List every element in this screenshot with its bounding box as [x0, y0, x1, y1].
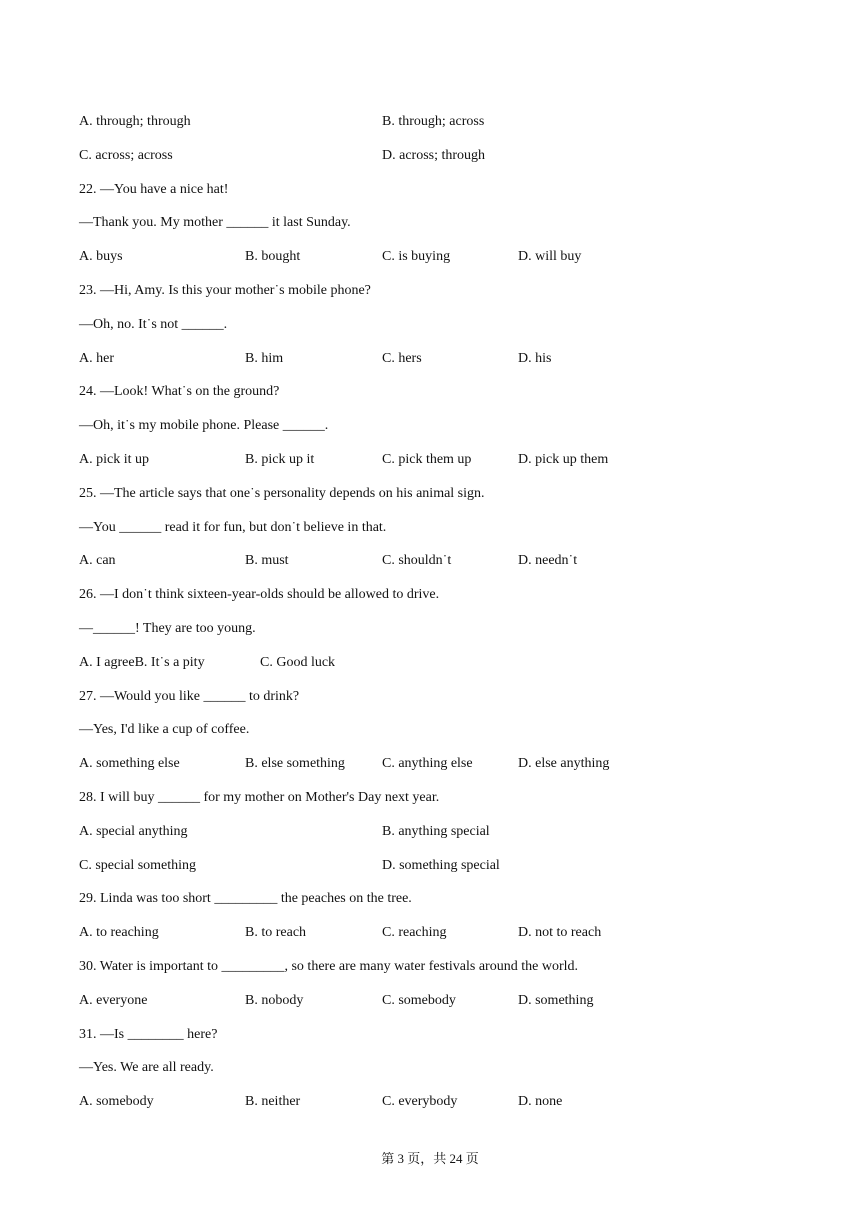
option-item: D. not to reach: [518, 925, 602, 940]
options-row: [79, 113, 779, 131]
option-item: B. to reach: [245, 925, 307, 940]
question-line: 27. —Would you like ______ to drink?: [79, 689, 300, 704]
options-row: [79, 1093, 779, 1111]
option-item: B. nobody: [245, 993, 304, 1008]
options-row: [79, 552, 779, 570]
option-item: A. her: [79, 351, 114, 366]
option-item: A. through; through: [79, 114, 191, 129]
option-item: D. something special: [382, 858, 500, 873]
question-line: 24. —Look! What˙s on the ground?: [79, 384, 280, 399]
question-line: 22. —You have a nice hat!: [79, 182, 229, 197]
options-row: [79, 654, 779, 672]
option-item: B. must: [245, 553, 289, 568]
options-row: [79, 857, 779, 875]
question-line: 30. Water is important to _________, so there are many water festivals around the world.: [79, 959, 578, 974]
question-line: 26. —I don˙t think sixteen-year-olds should be allowed to drive.: [79, 587, 440, 602]
option-item: C. across; across: [79, 148, 173, 163]
option-item: C. anything else: [382, 756, 473, 771]
option-item: A. everyone: [79, 993, 148, 1008]
option-item: C. hers: [382, 351, 422, 366]
options-row: [79, 350, 779, 368]
option-item: B. bought: [245, 249, 301, 264]
question-line: 31. —Is ________ here?: [79, 1027, 218, 1042]
question-line: —Oh, it˙s my mobile phone. Please ______.: [79, 418, 329, 433]
option-item: C. reaching: [382, 925, 447, 940]
option-item: D. will buy: [518, 249, 582, 264]
options-row: [79, 823, 779, 841]
option-item: B. through; across: [382, 114, 485, 129]
option-item: D. pick up them: [518, 452, 609, 467]
question-line: —You ______ read it for fun, but don˙t believe in that.: [79, 520, 387, 535]
options-row: [79, 924, 779, 942]
option-item: B. pick up it: [245, 452, 315, 467]
question-line: 23. —Hi, Amy. Is this your mother˙s mobile phone?: [79, 283, 371, 298]
question-line: —Yes. We are all ready.: [79, 1060, 214, 1075]
options-row: [79, 451, 779, 469]
option-item: A. buys: [79, 249, 123, 264]
option-item: B. else something: [245, 756, 345, 771]
option-item: A. I agreeB. It˙s a pity: [79, 655, 205, 670]
option-item: A. pick it up: [79, 452, 149, 467]
option-item: C. special something: [79, 858, 197, 873]
question-line: 28. I will buy ______ for my mother on Mother's Day next year.: [79, 790, 440, 805]
option-item: A. special anything: [79, 824, 188, 839]
option-item: C. pick them up: [382, 452, 472, 467]
options-row: [79, 147, 779, 165]
option-item: C. is buying: [382, 249, 451, 264]
option-item: D. something: [518, 993, 594, 1008]
option-item: D. his: [518, 351, 552, 366]
question-line: —Thank you. My mother ______ it last Sunday.: [79, 215, 351, 230]
option-item: A. somebody: [79, 1094, 154, 1109]
option-item: D. else anything: [518, 756, 610, 771]
option-item: B. him: [245, 351, 284, 366]
option-item: B. anything special: [382, 824, 490, 839]
option-item: D. needn˙t: [518, 553, 578, 568]
question-line: 25. —The article says that one˙s personality depends on his animal sign.: [79, 486, 485, 501]
option-item: A. something else: [79, 756, 180, 771]
question-line: 29. Linda was too short _________ the peaches on the tree.: [79, 891, 412, 906]
question-line: —Oh, no. It˙s not ______.: [79, 317, 228, 332]
option-item: A. to reaching: [79, 925, 159, 940]
option-item: D. none: [518, 1094, 563, 1109]
option-item: D. across; through: [382, 148, 486, 163]
options-row: [79, 248, 779, 266]
option-item: C. everybody: [382, 1094, 458, 1109]
options-row: [79, 992, 779, 1010]
option-item: A. can: [79, 553, 116, 568]
option-item: B. neither: [245, 1094, 301, 1109]
option-item: C. shouldn˙t: [382, 553, 452, 568]
question-line: —Yes, I'd like a cup of coffee.: [79, 722, 250, 737]
page-footer: 第 3 页，共 24 页: [381, 1151, 479, 1166]
options-row: [79, 755, 779, 773]
option-item: C. somebody: [382, 993, 456, 1008]
option-item: C. Good luck: [260, 655, 336, 670]
question-line: —______! They are too young.: [79, 621, 256, 636]
